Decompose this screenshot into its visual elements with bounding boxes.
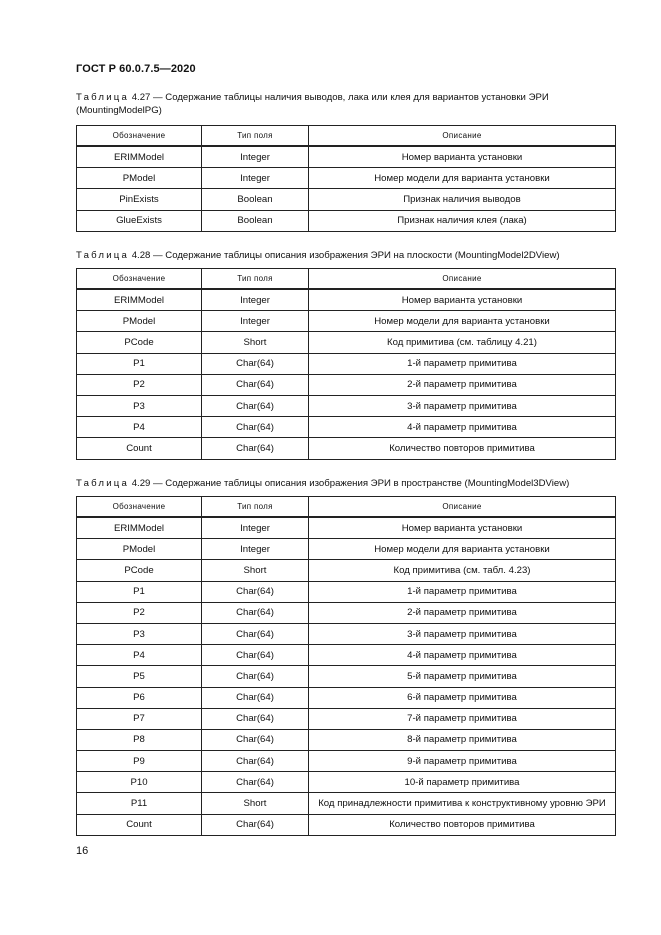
table-row	[77, 539, 616, 560]
cell-description: 7-й параметр примитива	[309, 708, 616, 729]
table-row	[77, 146, 616, 168]
cell-description: Номер модели для варианта установки	[309, 168, 616, 189]
column-header-designation: Обозначение	[77, 126, 202, 147]
cell-description: 8-й параметр примитива	[309, 729, 616, 750]
table-row	[77, 623, 616, 644]
cell-field-type: Char(64)	[202, 395, 309, 416]
cell-field-type: Integer	[202, 517, 309, 539]
cell-field-type: Integer	[202, 311, 309, 332]
cell-field-type: Char(64)	[202, 729, 309, 750]
cell-field-type: Char(64)	[202, 708, 309, 729]
cell-field-type: Char(64)	[202, 417, 309, 438]
cell-field-type: Boolean	[202, 210, 309, 231]
caption-text: 4.29 — Содержание таблицы описания изображения ЭРИ в пространстве (MountingModel3DView)	[131, 478, 570, 489]
cell-description: Признак наличия клея (лака)	[309, 210, 616, 231]
table-row	[77, 793, 616, 814]
caption-label: Таблица	[76, 92, 130, 103]
cell-field-type: Integer	[202, 168, 309, 189]
cell-field-type: Char(64)	[202, 687, 309, 708]
cell-designation: P4	[77, 417, 202, 438]
table-header-row	[77, 269, 616, 290]
table-row	[77, 666, 616, 687]
table-row	[77, 332, 616, 353]
table-row	[77, 814, 616, 835]
table-row	[77, 729, 616, 750]
cell-field-type: Short	[202, 793, 309, 814]
table-caption-4-27	[76, 92, 616, 117]
cell-description: 2-й параметр примитива	[309, 602, 616, 623]
column-header-designation: Обозначение	[77, 269, 202, 290]
cell-designation: ERIMModel	[77, 146, 202, 168]
table-header-row	[77, 126, 616, 147]
cell-description: 9-й параметр примитива	[309, 751, 616, 772]
column-header-description: Описание	[309, 126, 616, 147]
table-4-28	[76, 268, 616, 460]
cell-description: Номер варианта установки	[309, 289, 616, 311]
cell-designation: P9	[77, 751, 202, 772]
caption-text: 4.28 — Содержание таблицы описания изображения ЭРИ на плоскости (MountingModel2DView)	[131, 250, 560, 261]
cell-field-type: Char(64)	[202, 772, 309, 793]
table-caption-4-28	[76, 250, 616, 263]
cell-description: 2-й параметр примитива	[309, 374, 616, 395]
cell-description: 3-й параметр примитива	[309, 395, 616, 416]
cell-description: 6-й параметр примитива	[309, 687, 616, 708]
table-row	[77, 417, 616, 438]
cell-description: 10-й параметр примитива	[309, 772, 616, 793]
table-caption-4-29	[76, 478, 616, 491]
table-row	[77, 168, 616, 189]
cell-designation: P2	[77, 374, 202, 395]
cell-designation: P10	[77, 772, 202, 793]
cell-field-type: Char(64)	[202, 438, 309, 459]
cell-field-type: Char(64)	[202, 666, 309, 687]
cell-description: Количество повторов примитива	[309, 438, 616, 459]
cell-designation: P1	[77, 581, 202, 602]
page-number: 16	[76, 845, 89, 857]
column-header-designation: Обозначение	[77, 497, 202, 518]
cell-field-type: Char(64)	[202, 374, 309, 395]
cell-designation: P4	[77, 645, 202, 666]
column-header-description: Описание	[309, 269, 616, 290]
cell-description: Код примитива (см. табл. 4.23)	[309, 560, 616, 581]
cell-designation: PinExists	[77, 189, 202, 210]
table-4-27	[76, 125, 616, 232]
cell-designation: Count	[77, 814, 202, 835]
cell-designation: PModel	[77, 539, 202, 560]
column-header-field-type: Тип поля	[202, 269, 309, 290]
caption-label: Таблица	[76, 250, 130, 261]
cell-designation: P3	[77, 623, 202, 644]
cell-designation: PModel	[77, 311, 202, 332]
table-row	[77, 751, 616, 772]
cell-designation: Count	[77, 438, 202, 459]
cell-field-type: Char(64)	[202, 751, 309, 772]
cell-designation: P7	[77, 708, 202, 729]
cell-field-type: Char(64)	[202, 581, 309, 602]
table-row	[77, 602, 616, 623]
cell-designation: PCode	[77, 560, 202, 581]
cell-field-type: Char(64)	[202, 645, 309, 666]
cell-field-type: Integer	[202, 289, 309, 311]
table-row	[77, 772, 616, 793]
caption-label: Таблица	[76, 478, 130, 489]
cell-description: Номер модели для варианта установки	[309, 311, 616, 332]
cell-designation: ERIMModel	[77, 517, 202, 539]
cell-field-type: Integer	[202, 146, 309, 168]
table-row	[77, 210, 616, 231]
table-row	[77, 645, 616, 666]
cell-designation: P5	[77, 666, 202, 687]
cell-designation: P6	[77, 687, 202, 708]
table-row	[77, 374, 616, 395]
cell-description: 5-й параметр примитива	[309, 666, 616, 687]
cell-designation: P2	[77, 602, 202, 623]
cell-description: Номер модели для варианта установки	[309, 539, 616, 560]
table-row	[77, 395, 616, 416]
cell-description: Номер варианта установки	[309, 146, 616, 168]
table-row	[77, 687, 616, 708]
table-row	[77, 189, 616, 210]
table-row	[77, 581, 616, 602]
cell-field-type: Short	[202, 560, 309, 581]
cell-designation: P1	[77, 353, 202, 374]
table-header-row	[77, 497, 616, 518]
caption-text: 4.27 — Содержание таблицы наличия выводов, лака или клея для вариантов установки ЭРИ (MountingModelPG)	[76, 92, 549, 116]
table-row	[77, 517, 616, 539]
column-header-field-type: Тип поля	[202, 497, 309, 518]
cell-description: 4-й параметр примитива	[309, 417, 616, 438]
cell-designation: PModel	[77, 168, 202, 189]
cell-field-type: Char(64)	[202, 602, 309, 623]
cell-description: 3-й параметр примитива	[309, 623, 616, 644]
table-row	[77, 353, 616, 374]
table-row	[77, 708, 616, 729]
cell-designation: P11	[77, 793, 202, 814]
cell-description: Количество повторов примитива	[309, 814, 616, 835]
cell-description: 4-й параметр примитива	[309, 645, 616, 666]
cell-designation: P3	[77, 395, 202, 416]
table-row	[77, 560, 616, 581]
cell-description: Признак наличия выводов	[309, 189, 616, 210]
cell-description: 1-й параметр примитива	[309, 581, 616, 602]
table-row	[77, 311, 616, 332]
table-row	[77, 438, 616, 459]
cell-designation: PCode	[77, 332, 202, 353]
table-4-29	[76, 496, 616, 836]
cell-field-type: Integer	[202, 539, 309, 560]
document-header: ГОСТ Р 60.0.7.5—2020	[76, 63, 196, 75]
cell-designation: GlueExists	[77, 210, 202, 231]
cell-field-type: Short	[202, 332, 309, 353]
cell-description: Код принадлежности примитива к конструктивному уровню ЭРИ	[309, 793, 616, 814]
cell-description: Код примитива (см. таблицу 4.21)	[309, 332, 616, 353]
cell-designation: ERIMModel	[77, 289, 202, 311]
cell-field-type: Boolean	[202, 189, 309, 210]
cell-field-type: Char(64)	[202, 353, 309, 374]
cell-field-type: Char(64)	[202, 814, 309, 835]
column-header-field-type: Тип поля	[202, 126, 309, 147]
table-row	[77, 289, 616, 311]
column-header-description: Описание	[309, 497, 616, 518]
cell-description: 1-й параметр примитива	[309, 353, 616, 374]
cell-designation: P8	[77, 729, 202, 750]
cell-field-type: Char(64)	[202, 623, 309, 644]
cell-description: Номер варианта установки	[309, 517, 616, 539]
